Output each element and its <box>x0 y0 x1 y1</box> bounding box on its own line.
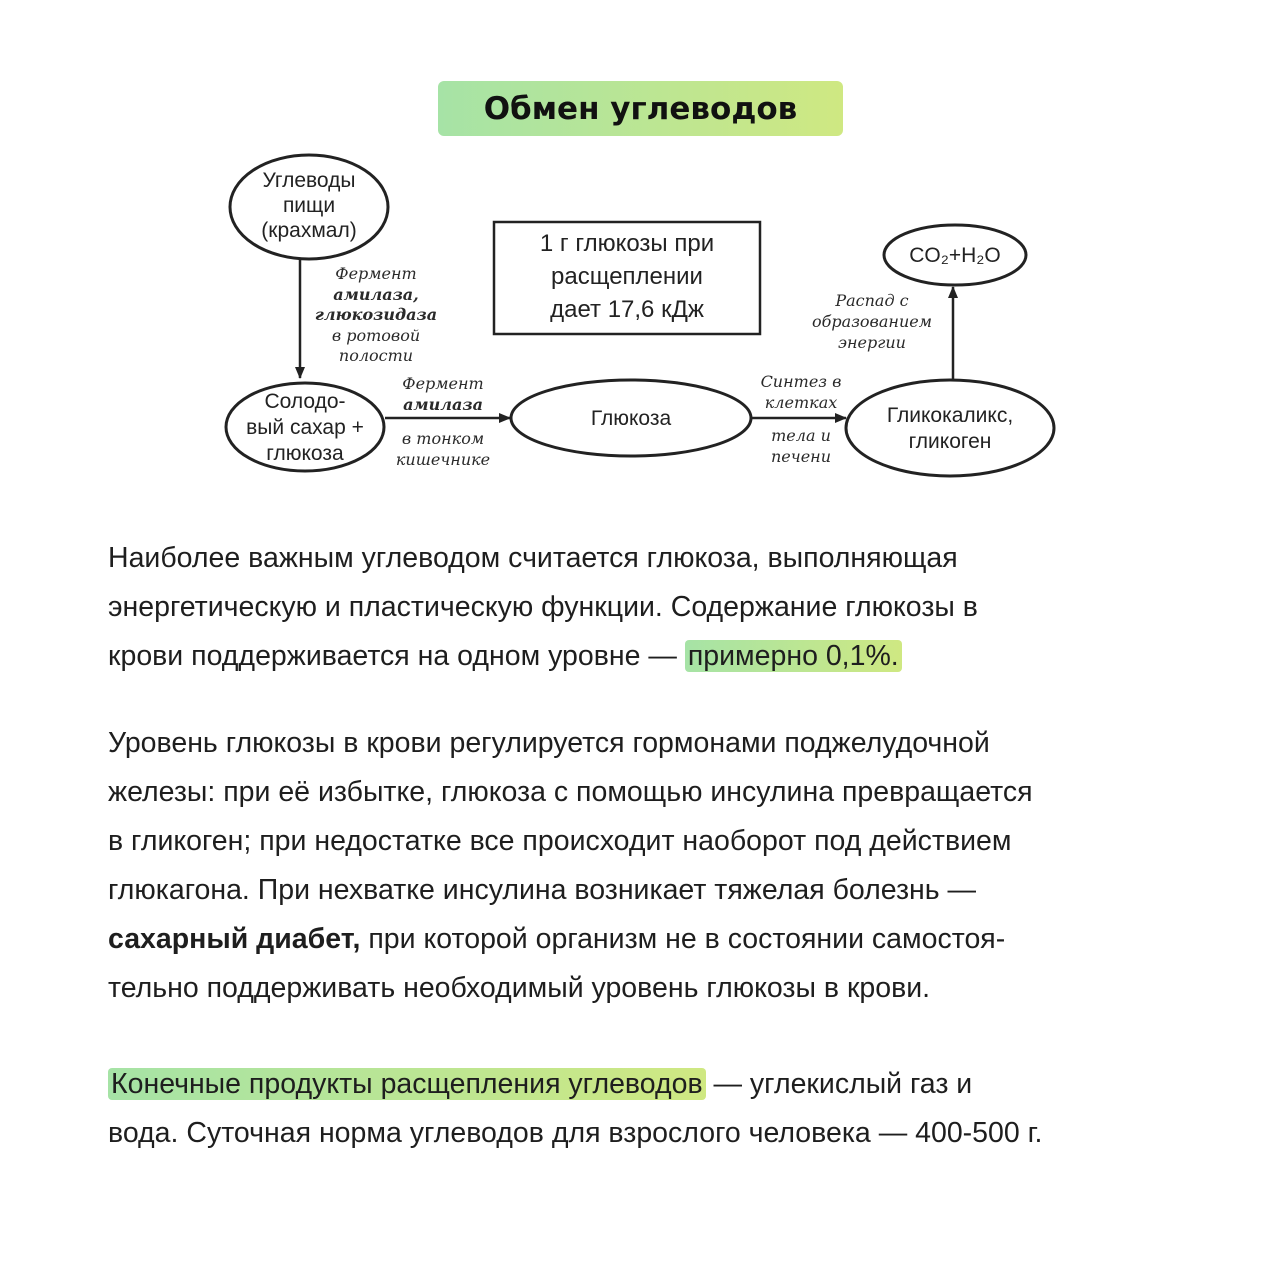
svg-text:Глюкоза: Глюкоза <box>590 407 672 430</box>
svg-text:1 г глюкозы при: 1 г глюкозы при <box>539 230 715 257</box>
svg-text:дает 17,6 кДж: дает 17,6 кДж <box>550 296 704 323</box>
glucose-node <box>511 380 751 456</box>
svg-text:Солодо-: Солодо- <box>264 390 346 413</box>
maltose-glucose-node <box>226 383 384 471</box>
svg-text:энергии: энергии <box>838 333 906 352</box>
svg-text:амилаза,: амилаза, <box>333 285 419 304</box>
svg-text:глюкоза: глюкоза <box>266 442 344 465</box>
enzyme-amylase-intestine-label <box>396 374 490 469</box>
text-line: вода. Суточная норма углеводов для взрослого человека — 400-500 г. <box>108 1117 1043 1149</box>
text-line: Наиболее важным углеводом считается глюкоза, выполняющая <box>108 542 958 574</box>
paragraph-glucose-regulation <box>108 719 1218 1013</box>
paragraph-end-products <box>108 1060 1218 1158</box>
text-line: железы: при её избытке, глюкоза с помощью инсулина превращается <box>108 776 1033 808</box>
svg-text:полости: полости <box>338 346 414 365</box>
text-line: Конечные продукты расщепления углеводов — углекислый газ и <box>108 1060 1218 1109</box>
carbohydrate-metabolism-diagram <box>0 0 1280 520</box>
food-carbohydrates-node <box>230 155 388 259</box>
text-line: сахарный диабет, при которой организм не в состоянии самостоя- <box>108 923 1006 955</box>
svg-text:амилаза: амилаза <box>403 395 483 414</box>
highlight-glucose-level: примерно 0,1%. <box>685 640 902 672</box>
page-title: Обмен углеводов <box>438 81 843 136</box>
enzyme-amylase-mouth-label <box>315 264 437 365</box>
svg-text:глюкозидаза: глюкозидаза <box>314 305 438 324</box>
text-line: Уровень глюкозы в крови регулируется гормонами поджелудочной <box>108 727 990 759</box>
text-line: глюкагона. При нехватке инсулина возникает тяжелая болезнь — <box>108 874 977 906</box>
food-line-2: пищи <box>282 194 336 217</box>
svg-text:клетках: клетках <box>764 393 838 412</box>
svg-text:расщеплении: расщеплении <box>551 263 703 290</box>
svg-text:гликоген: гликоген <box>908 430 992 453</box>
text-line: в гликоген; при недостатке все происходит наоборот под действием <box>108 825 1012 857</box>
co2-h2o-node <box>884 225 1026 285</box>
svg-text:тела и: тела и <box>771 426 831 445</box>
svg-text:в ротовой: в ротовой <box>331 326 421 345</box>
text-line: тельно поддерживать необходимый уровень глюкозы в крови. <box>108 972 931 1004</box>
svg-text:Гликокаликс,: Гликокаликс, <box>886 404 1014 427</box>
food-line-1: Углеводы <box>262 169 356 192</box>
paragraph-glucose-importance <box>108 534 1218 681</box>
bold-diabetes: сахарный диабет, <box>108 923 361 955</box>
svg-text:Фермент: Фермент <box>335 264 417 283</box>
svg-text:Распад с: Распад с <box>835 291 909 310</box>
svg-text:в тонком: в тонком <box>401 429 485 448</box>
svg-text:Фермент: Фермент <box>402 374 484 393</box>
energy-info-box <box>494 222 760 334</box>
svg-text:CO₂+H₂O: CO₂+H₂O <box>909 244 1001 267</box>
svg-text:вый сахар +: вый сахар + <box>246 416 364 439</box>
text-line: крови поддерживается на одном уровне — примерно 0,1%. <box>108 632 1218 681</box>
text-line: энергетическую и пластическую функции. Содержание глюкозы в <box>108 591 978 623</box>
highlight-end-products: Конечные продукты расщепления углеводов <box>108 1068 706 1100</box>
food-line-3: (крахмал) <box>261 219 357 242</box>
svg-text:печени: печени <box>770 447 832 466</box>
svg-text:образованием: образованием <box>812 312 932 331</box>
svg-text:кишечнике: кишечнике <box>395 450 491 469</box>
glycogen-node <box>846 380 1054 476</box>
svg-text:Синтез в: Синтез в <box>760 372 842 391</box>
decay-energy-label <box>812 291 932 352</box>
